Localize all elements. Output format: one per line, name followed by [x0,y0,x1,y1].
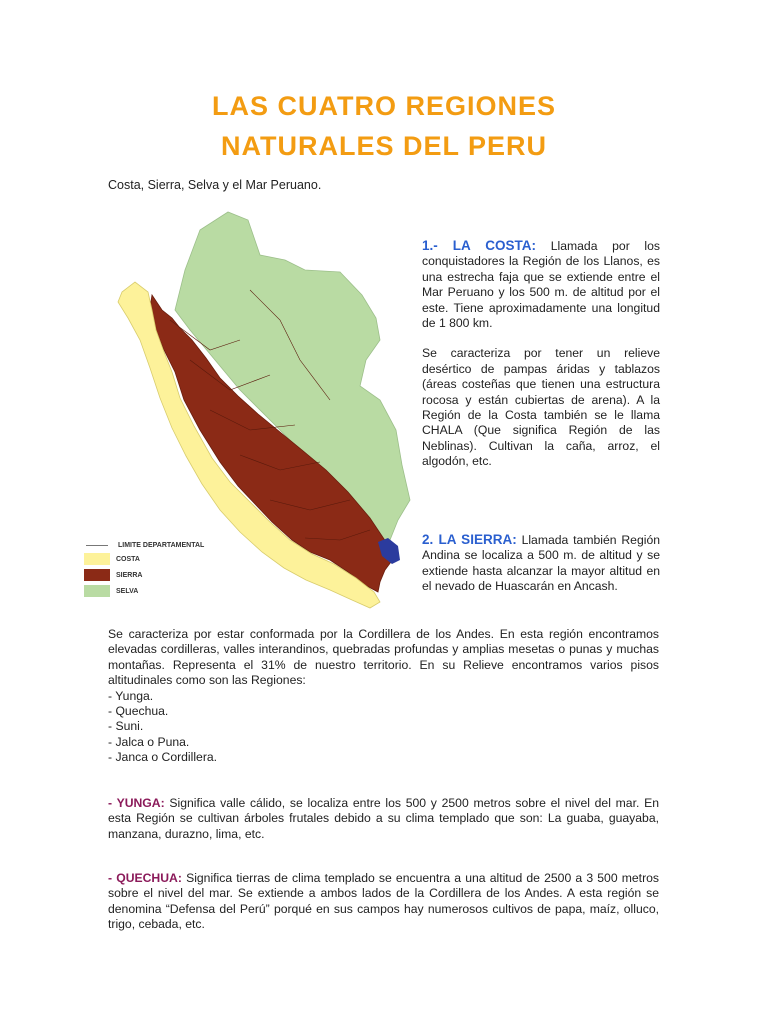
list-item: - Quechua. [108,704,169,719]
quechua-text: Significa tierras de clima templado se encuentra a una altitud de 2500 a 3 500 metros sobre el nivel del mar. Se extiende a ambos lados de la Cordillera de los Andes. A esta región se denomina “Defensa del Perú” porqué en sus campos hay numerosos cultivos de papa, maíz, olluco, trigo, cebada, etc. [108,871,659,932]
list-item: - Janca o Cordillera. [108,750,218,765]
legend-boundary: LIMITE DEPARTAMENTAL [84,538,204,552]
quechua-heading: - QUECHUA: [108,871,182,885]
sierra-swatch [84,569,110,581]
costa-section [422,238,660,470]
costa-paragraph-2: Se caracteriza por tener un relieve desértico de pampas áridas y tablazos (áreas costeñas que tienen una estructura rocosa y están cubiertas de arena). A la Región de la Costa también se le llama CHALA (Que significa Región de las Neblinas). Cultivan la caña, arroz, el algodón, etc. [422,346,660,469]
list-item: - Yunga. [108,688,154,703]
costa-swatch [84,553,110,565]
yunga-text: Significa valle cálido, se localiza entre los 500 y 2500 metros sobre el nivel del mar. En esta Región se cultivan árboles frutales debido a su clima templado que son: La guaba, guayaba, manzana, durazno, lima, etc. [108,796,659,841]
intro-text: Costa, Sierra, Selva y el Mar Peruano. [108,178,322,192]
costa-heading: 1.- LA COSTA: [422,238,537,253]
sierra-text-1: Llamada también Región Andina se localiza a 500 m. de altitud y se extiende hasta alcanzar la mayor altitud en el nevado de Huascarán en Ancash. [422,533,660,594]
costa-text-1: Llamada por los conquistadores la Región de los Llanos, es una estrecha faja que se extiende entre el Mar Peruano y los 500 m. de altitud por el este. Tiene aproximadamente una longitud de 1 800 km. [422,239,661,331]
selva-swatch [84,585,110,597]
legend-sierra: SIERRA [84,568,142,582]
legend-costa: COSTA [84,552,140,566]
list-item: - Jalca o Puna. [108,734,190,749]
sierra-heading: 2. LA SIERRA: [422,532,517,547]
sierra-intro [422,532,660,595]
legend-selva: SELVA [84,584,138,598]
page-title [0,86,768,166]
title-line-1: LAS CUATRO REGIONES [211,91,556,121]
boundary-line-icon [86,545,108,546]
title-line-2: NATURALES DEL PERU [220,131,548,161]
list-item: - Suni. [108,719,144,734]
quechua-section [108,871,659,933]
costa-paragraph-1 [422,238,660,331]
sierra-paragraph-2: Se caracteriza por estar conformada por la Cordillera de los Andes. En esta región encontramos elevadas cordilleras, valles interandinos, quebradas profundas y amplias mesetas o punas y muchas montañas. Representa el 31% de nuestro territorio. En su Relieve encontramos varios pisos altitudinales como son las Regiones: [108,627,659,688]
yunga-heading: - YUNGA: [108,796,165,810]
map-legend [84,538,224,598]
yunga-section [108,796,659,842]
sierra-section [108,627,659,766]
